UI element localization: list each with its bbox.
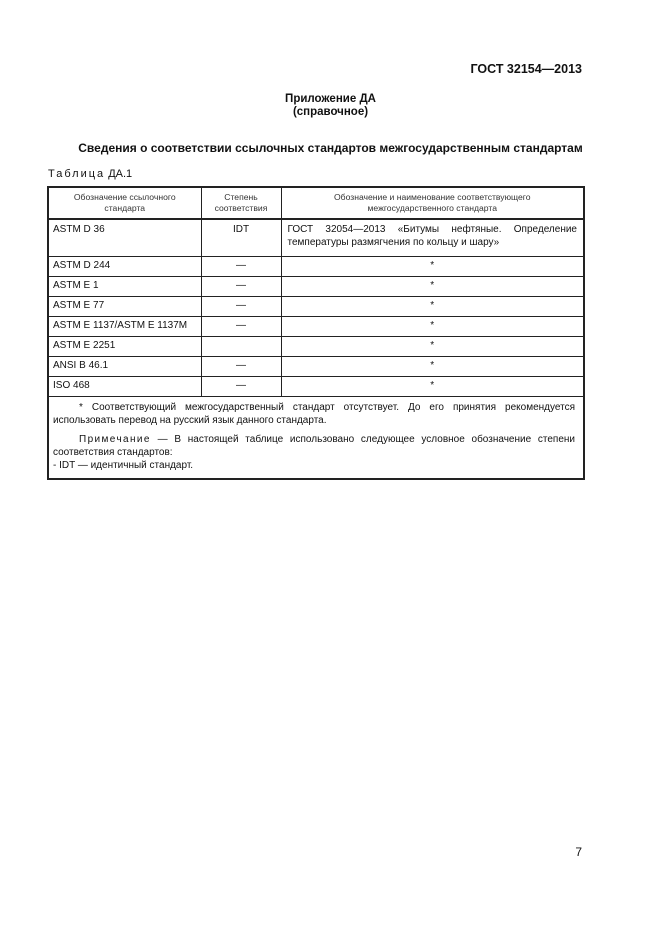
cell-interstate-standard: * xyxy=(281,257,584,277)
cell-interstate-standard: ГОСТ 32054—2013 «Битумы нефтяные. Определение температуры размягчения по кольцу и шару» xyxy=(281,219,584,257)
table-row xyxy=(48,357,584,377)
cell-interstate-standard: * xyxy=(281,377,584,397)
table-row xyxy=(48,297,584,317)
cell-reference: ISO 468 xyxy=(48,377,201,397)
cell-degree: — xyxy=(201,297,281,317)
cell-reference: ASTM E 77 xyxy=(48,297,201,317)
table-header-row xyxy=(48,187,584,219)
appendix-title: Приложение ДА xyxy=(285,93,376,105)
table-row xyxy=(48,337,584,357)
table-caption xyxy=(48,168,132,180)
table-row xyxy=(48,219,584,257)
note-item: - IDT — идентичный стандарт. xyxy=(53,460,194,471)
table-footer-row xyxy=(48,397,584,480)
cell-reference: ASTM E 1137/ASTM E 1137M xyxy=(48,317,201,337)
header-interstate-standard: Обозначение и наименование соответствующего межгосударственного стандарта xyxy=(281,187,584,219)
cell-degree: — xyxy=(201,277,281,297)
section-title: Сведения о соответствии ссылочных стандартов межгосударственным стандартам xyxy=(78,141,583,155)
table-caption-number: ДА.1 xyxy=(105,168,133,180)
document-code: ГОСТ 32154—2013 xyxy=(470,62,582,76)
table-row xyxy=(48,377,584,397)
cell-reference: ASTM D 36 xyxy=(48,219,201,257)
cell-interstate-standard: * xyxy=(281,317,584,337)
note-label: Примечание xyxy=(79,434,151,445)
table-footer xyxy=(48,397,584,480)
note xyxy=(53,433,575,459)
cell-reference: ASTM E 1 xyxy=(48,277,201,297)
cell-degree: — xyxy=(201,257,281,277)
appendix-subtitle: (справочное) xyxy=(292,106,369,118)
cell-interstate-standard: * xyxy=(281,297,584,317)
table-row xyxy=(48,277,584,297)
cell-interstate-standard: * xyxy=(281,357,584,377)
header-degree: Степень соответствия xyxy=(201,187,281,219)
cell-reference: ANSI B 46.1 xyxy=(48,357,201,377)
cell-reference: ASTM E 2251 xyxy=(48,337,201,357)
page-number: 7 xyxy=(575,845,582,859)
footnote: * Соответствующий межгосударственный стандарт отсутствует. До его принятия рекомендуется использовать перевод на русский язык данного стандарта. xyxy=(53,402,575,426)
cell-degree: IDT xyxy=(201,219,281,257)
note-text: — В настоящей таблице использовано следующее условное обозначение степени соответствия стандартов: xyxy=(53,434,575,458)
cell-interstate-standard: * xyxy=(281,337,584,357)
cell-degree xyxy=(201,337,281,357)
cell-interstate-standard: * xyxy=(281,277,584,297)
cell-reference: ASTM D 244 xyxy=(48,257,201,277)
reference-standards-table xyxy=(47,186,585,480)
cell-degree: — xyxy=(201,377,281,397)
table-row xyxy=(48,317,584,337)
table-caption-word: Таблица xyxy=(48,168,106,180)
cell-degree: — xyxy=(201,357,281,377)
header-reference-standard: Обозначение ссылочного стандарта xyxy=(48,187,201,219)
table-row xyxy=(48,257,584,277)
cell-degree: — xyxy=(201,317,281,337)
